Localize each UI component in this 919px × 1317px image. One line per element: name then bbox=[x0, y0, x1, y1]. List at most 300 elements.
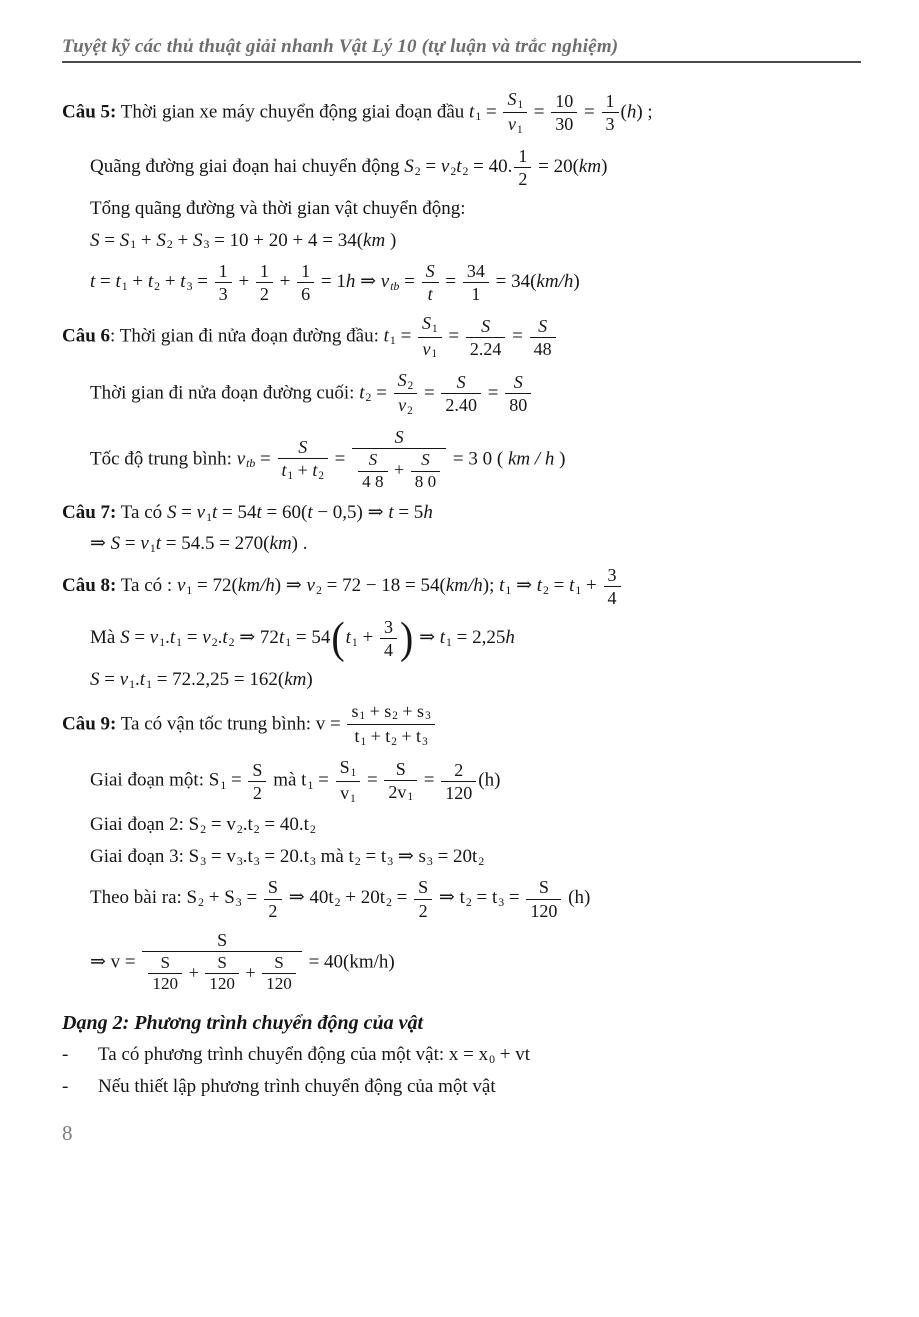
subscript: 1 bbox=[287, 469, 294, 482]
text-run: 2.24 bbox=[469, 338, 502, 359]
text-run: = 54 bbox=[217, 501, 257, 523]
text-run: Dạng 2: Phương trình chuyển động của vật bbox=[62, 1012, 424, 1035]
text-run: = bbox=[504, 887, 525, 909]
numerator bbox=[142, 929, 301, 951]
subscript: 1 bbox=[431, 348, 438, 361]
text-run: = 5 bbox=[393, 501, 424, 523]
text-run: = 2,25 bbox=[451, 626, 506, 648]
text-run: = 72( bbox=[192, 574, 238, 596]
subscript: 1 bbox=[359, 710, 366, 723]
text-run: t bbox=[439, 626, 446, 648]
numerator bbox=[264, 876, 282, 898]
subscript: 3 bbox=[253, 854, 260, 868]
text-run: v bbox=[202, 626, 211, 648]
denominator bbox=[148, 973, 182, 995]
text-run: km bbox=[363, 229, 386, 251]
text-run: v bbox=[398, 395, 407, 416]
s-total-line bbox=[90, 228, 861, 255]
subscript: 2 bbox=[478, 854, 485, 868]
text-run: = 72.2,25 = 162( bbox=[151, 668, 285, 690]
numerator bbox=[422, 260, 439, 282]
fraction bbox=[384, 758, 417, 805]
denominator bbox=[526, 899, 561, 922]
text-run: S bbox=[397, 370, 407, 390]
subscript: 1 bbox=[130, 238, 137, 252]
text-run: v bbox=[440, 155, 450, 177]
fraction bbox=[514, 145, 531, 190]
text-run: + t bbox=[366, 725, 391, 746]
numerator bbox=[205, 953, 239, 974]
text-run: = bbox=[548, 574, 570, 596]
subscript: 2 bbox=[462, 164, 469, 178]
text-run: = bbox=[529, 101, 550, 123]
text-run: = bbox=[399, 270, 420, 292]
denominator bbox=[514, 167, 531, 190]
text-run: t bbox=[211, 501, 218, 523]
denominator bbox=[336, 781, 361, 806]
text-run: km/h bbox=[237, 574, 275, 596]
subscript: 3 bbox=[387, 854, 394, 868]
text-run: + bbox=[293, 460, 313, 481]
text-run: S bbox=[425, 261, 435, 282]
text-run: t bbox=[222, 626, 228, 648]
text-run: Câu 5: bbox=[62, 101, 117, 123]
subscript: 2 bbox=[365, 391, 372, 405]
fraction bbox=[380, 616, 397, 661]
text-run: + bbox=[274, 270, 296, 292]
text-run: ⇒ 72 bbox=[234, 626, 279, 648]
fraction bbox=[297, 260, 314, 305]
text-run: t bbox=[345, 626, 351, 648]
text-run: + t bbox=[396, 725, 422, 746]
text-run: = 20.t bbox=[259, 845, 309, 867]
subscript: 1 bbox=[121, 279, 128, 293]
denominator bbox=[347, 724, 434, 749]
fraction bbox=[422, 260, 439, 305]
subscript: 1 bbox=[407, 791, 414, 804]
text-run: 4 8 bbox=[362, 471, 384, 491]
giai-doan-2-line bbox=[90, 812, 861, 839]
subscript: 3 bbox=[200, 854, 207, 868]
subscript: 1 bbox=[351, 635, 358, 649]
denominator bbox=[358, 471, 387, 493]
subscript: 2 bbox=[200, 823, 207, 837]
denominator bbox=[604, 586, 621, 609]
text-run: 4 bbox=[384, 639, 394, 660]
fraction bbox=[418, 312, 442, 362]
text-run: : Thời gian đi nửa đoạn đường đầu: bbox=[110, 325, 384, 347]
subscript: 2 bbox=[386, 896, 392, 910]
denominator bbox=[466, 337, 506, 360]
text-run: = v bbox=[206, 814, 236, 836]
text-run: t bbox=[536, 574, 543, 596]
text-run: Câu 7: bbox=[62, 501, 117, 523]
text-run: t bbox=[359, 382, 365, 404]
fraction bbox=[503, 88, 527, 138]
text-run: ⇒ bbox=[90, 533, 111, 555]
text-run: S bbox=[339, 757, 350, 778]
subscript: 2 bbox=[236, 823, 243, 837]
text-run: v bbox=[340, 782, 350, 803]
fraction bbox=[358, 450, 387, 493]
numerator bbox=[358, 450, 387, 471]
fraction bbox=[602, 90, 619, 135]
text-run: v bbox=[507, 114, 516, 135]
fraction bbox=[352, 426, 446, 494]
cau-9-line bbox=[62, 699, 861, 751]
text-run: = 54.5 = 270( bbox=[161, 533, 270, 555]
text-run: 3 bbox=[605, 114, 615, 135]
text-run: = bbox=[419, 769, 440, 791]
numerator bbox=[248, 759, 266, 781]
text-run: S bbox=[538, 877, 549, 898]
text-run: t bbox=[456, 155, 462, 177]
fraction bbox=[604, 564, 621, 609]
text-run: S bbox=[252, 759, 263, 780]
subscript: 1 bbox=[360, 735, 367, 748]
text-run: Giai đoạn 3: S bbox=[90, 845, 200, 867]
denominator bbox=[422, 282, 439, 305]
subscript: 1 bbox=[516, 124, 523, 137]
numerator bbox=[551, 90, 577, 112]
subscript: 1 bbox=[285, 635, 292, 649]
numerator bbox=[336, 756, 361, 780]
subscript: 1 bbox=[146, 677, 152, 691]
subscript: 1 bbox=[389, 334, 396, 348]
text-run: S bbox=[192, 229, 203, 251]
text-run: = bbox=[362, 769, 383, 791]
text-run: = bbox=[255, 448, 276, 470]
text-run: S bbox=[217, 929, 228, 950]
numerator bbox=[441, 371, 481, 393]
fraction bbox=[441, 371, 481, 416]
text-run: S bbox=[90, 229, 100, 251]
text-run: ⇒ s bbox=[393, 845, 426, 867]
text-run: 30 bbox=[555, 114, 574, 135]
text-run: Thời gian xe máy chuyển động giai đoạn đầu bbox=[116, 101, 470, 123]
text-run: v bbox=[119, 668, 129, 690]
text-run: − 0,5) ⇒ bbox=[312, 501, 389, 523]
text-run: t bbox=[180, 270, 186, 292]
text-run: 1 bbox=[605, 91, 615, 112]
text-run: 1 bbox=[301, 261, 311, 282]
text-run: v bbox=[176, 574, 186, 596]
text-run: ) bbox=[385, 229, 397, 251]
fraction bbox=[466, 315, 506, 360]
text-run: + bbox=[136, 229, 157, 251]
numerator bbox=[215, 260, 232, 282]
text-run: Ta có vận tốc trung bình: v = bbox=[116, 712, 346, 734]
numerator bbox=[297, 260, 314, 282]
text-run: t bbox=[155, 533, 161, 555]
text-run: S bbox=[160, 952, 170, 972]
text-run: S bbox=[418, 877, 429, 898]
text-run: Ta có : bbox=[116, 574, 177, 596]
text-run: = 20( bbox=[533, 155, 579, 177]
denominator bbox=[463, 282, 489, 305]
fraction bbox=[394, 369, 418, 419]
text-run: ) bbox=[573, 270, 580, 292]
text-run: 120 bbox=[445, 782, 473, 803]
subscript: 2 bbox=[465, 896, 472, 910]
text-run: (h) bbox=[478, 769, 501, 791]
denominator bbox=[380, 638, 397, 661]
text-run: = 20t bbox=[432, 845, 478, 867]
text-run: mà t bbox=[268, 769, 307, 791]
text-run: + vt bbox=[495, 1044, 531, 1066]
text-run: - bbox=[62, 1044, 69, 1066]
subscript: tb bbox=[246, 457, 256, 471]
numerator bbox=[278, 436, 328, 458]
theo-bai-ra-line bbox=[90, 875, 861, 922]
text-run: 34 bbox=[466, 261, 485, 282]
text-run: = 60( bbox=[261, 501, 308, 523]
subscript: 3 bbox=[203, 238, 210, 252]
text-run: (h) bbox=[563, 887, 591, 909]
denominator bbox=[503, 112, 527, 137]
text-run: = bbox=[182, 626, 203, 648]
text-run: 2 bbox=[259, 284, 269, 305]
text-run: = 40. bbox=[468, 155, 513, 177]
denominator bbox=[384, 780, 417, 805]
text-run: ⇒ bbox=[511, 574, 537, 596]
fraction bbox=[347, 700, 434, 750]
text-run: Nếu thiết lập phương trình chuyển động của một vật bbox=[98, 1075, 496, 1097]
text-run: Quãng đường giai đoạn hai chuyển động bbox=[90, 155, 405, 177]
subscript: 3 bbox=[236, 854, 243, 868]
subscript: 1 bbox=[446, 635, 452, 649]
subscript: 2 bbox=[543, 583, 549, 597]
text-run: t bbox=[383, 325, 389, 347]
text-run: = bbox=[120, 533, 141, 555]
text-run: S bbox=[267, 877, 278, 898]
subscript: 2 bbox=[392, 710, 398, 723]
numerator bbox=[604, 564, 621, 586]
text-run: + bbox=[233, 270, 254, 292]
text-run: km/h bbox=[445, 574, 483, 596]
subscript: 3 bbox=[186, 279, 193, 293]
text-run: v bbox=[149, 626, 159, 648]
text-run: ⇒ bbox=[414, 626, 440, 648]
denominator bbox=[262, 973, 296, 995]
numerator bbox=[148, 953, 182, 974]
text-run: .t bbox=[242, 845, 253, 867]
text-run: v bbox=[422, 338, 431, 359]
text-run: = bbox=[329, 448, 351, 470]
text-run: v bbox=[140, 533, 149, 555]
numerator bbox=[394, 369, 418, 393]
text-run: S bbox=[90, 668, 100, 690]
text-run: = bbox=[391, 887, 413, 909]
text-run: Ta có phương trình chuyển động của một vật: x = x bbox=[98, 1044, 489, 1066]
text-run: t bbox=[312, 460, 318, 481]
numerator bbox=[505, 371, 531, 393]
fraction bbox=[441, 759, 476, 804]
text-run: t bbox=[469, 101, 475, 123]
denominator bbox=[142, 951, 301, 997]
text-run: S bbox=[513, 372, 523, 393]
numerator bbox=[380, 616, 397, 638]
subscript: 3 bbox=[309, 854, 316, 868]
denominator bbox=[441, 781, 476, 804]
denominator bbox=[411, 471, 440, 493]
text-run: + 20t bbox=[340, 887, 386, 909]
text-run: = 54 bbox=[291, 626, 331, 648]
subscript: 2 bbox=[166, 238, 173, 252]
text-run: t bbox=[281, 460, 287, 481]
text-run: 4 bbox=[607, 587, 617, 608]
denominator bbox=[414, 899, 432, 922]
text-run: v bbox=[236, 448, 246, 470]
text-run: ) bbox=[306, 668, 313, 690]
text-run: . bbox=[165, 626, 170, 648]
text-run: 3 bbox=[384, 616, 394, 637]
fraction bbox=[264, 876, 282, 921]
text-run: S bbox=[422, 313, 432, 334]
text-run: Mà bbox=[90, 626, 121, 648]
text-run: 2.40 bbox=[445, 395, 477, 416]
numerator bbox=[347, 700, 434, 724]
denominator bbox=[551, 112, 577, 135]
fraction bbox=[148, 953, 182, 996]
subscript: 2 bbox=[253, 823, 260, 837]
text-run: S bbox=[120, 626, 130, 648]
subscript: 3 bbox=[425, 710, 431, 723]
text-run: t bbox=[169, 626, 176, 648]
subscript: 1 bbox=[307, 778, 314, 792]
text-run: km bbox=[284, 668, 307, 690]
text-run: t bbox=[569, 574, 575, 596]
giai-doan-1-line bbox=[90, 755, 861, 807]
text-run: 2 bbox=[252, 782, 262, 803]
text-run: S bbox=[166, 501, 177, 523]
text-run: t bbox=[115, 270, 121, 292]
text-run: ( bbox=[620, 101, 627, 123]
text-run: Câu 6 bbox=[62, 325, 111, 347]
text-run: = t bbox=[360, 845, 387, 867]
text-run: t bbox=[278, 626, 285, 648]
denominator bbox=[215, 282, 232, 305]
v-40-line bbox=[90, 928, 861, 998]
subscript: 2 bbox=[414, 164, 421, 178]
numerator bbox=[514, 145, 531, 167]
text-run: mà t bbox=[315, 845, 354, 867]
fraction bbox=[215, 260, 232, 305]
text-run: = bbox=[176, 501, 197, 523]
subscript: 3 bbox=[426, 854, 433, 868]
subscript: 1 bbox=[220, 778, 227, 792]
denominator bbox=[530, 337, 556, 360]
text-run: t bbox=[388, 501, 394, 523]
denominator bbox=[256, 282, 273, 305]
text-run: 1 bbox=[259, 261, 269, 282]
text-run: v bbox=[306, 574, 315, 596]
text-run: S bbox=[110, 533, 121, 555]
text-run: 2 bbox=[454, 759, 464, 780]
fraction bbox=[411, 450, 440, 493]
text-run: t bbox=[499, 574, 505, 596]
subscript: 1 bbox=[475, 110, 482, 124]
subscript: 3 bbox=[235, 896, 242, 910]
numerator bbox=[256, 260, 273, 282]
numerator bbox=[352, 426, 446, 448]
text-run: ) . bbox=[291, 533, 308, 555]
text-run: + S bbox=[204, 887, 235, 909]
text-run: 120 bbox=[266, 974, 292, 994]
subscript: 2 bbox=[450, 164, 457, 178]
subscript: 1 bbox=[350, 767, 357, 780]
text-run: = 34( bbox=[490, 270, 537, 292]
subscript: 0 bbox=[489, 1053, 496, 1067]
text-run: S bbox=[298, 437, 308, 458]
subscript: 1 bbox=[129, 677, 136, 691]
denominator bbox=[602, 112, 619, 135]
page-number: 8 bbox=[62, 1120, 73, 1145]
text-run: = 1 bbox=[316, 270, 346, 292]
cau-5-line bbox=[62, 87, 861, 139]
text-run: ) ⇒ bbox=[274, 574, 307, 596]
fraction bbox=[278, 436, 328, 483]
text-run: v bbox=[196, 501, 206, 523]
text-run: = bbox=[395, 325, 417, 347]
text-run: S bbox=[394, 426, 404, 447]
text-run: = bbox=[419, 382, 440, 404]
text-run: S bbox=[481, 315, 491, 336]
text-run: + bbox=[184, 962, 204, 983]
giai-doan-3-line bbox=[90, 844, 861, 871]
text-run: km bbox=[269, 533, 292, 555]
text-run: + bbox=[357, 626, 379, 648]
text-run: = 40(km/h) bbox=[303, 950, 395, 972]
text-run: = bbox=[420, 155, 441, 177]
text-run: Thời gian đi nửa đoạn đường cuối: bbox=[90, 382, 360, 404]
text-run: + s bbox=[397, 700, 425, 721]
text-run: 3 bbox=[607, 564, 617, 585]
text-run: S bbox=[274, 952, 284, 972]
fraction bbox=[526, 876, 561, 921]
text-run: S bbox=[119, 229, 130, 251]
fraction bbox=[463, 260, 489, 305]
subscript: 1 bbox=[176, 635, 183, 649]
text-run: S bbox=[404, 155, 414, 177]
text-run: ⇒ 40t bbox=[283, 887, 334, 909]
text-run: Giai đoạn một: S bbox=[90, 769, 220, 791]
numerator bbox=[414, 876, 432, 898]
text-run: t bbox=[307, 501, 313, 523]
subscript: 2 bbox=[334, 896, 341, 910]
subscript: 1 bbox=[432, 322, 438, 335]
text-run: ⇒ bbox=[355, 270, 381, 292]
numerator bbox=[411, 450, 440, 471]
text-run: t bbox=[147, 270, 154, 292]
subscript: 1 bbox=[350, 792, 356, 805]
text-run: 120 bbox=[209, 974, 235, 994]
text-run: S bbox=[217, 952, 227, 972]
text-run: 2 bbox=[518, 168, 528, 189]
text-run: . bbox=[135, 668, 140, 690]
text-run: t bbox=[354, 725, 360, 746]
text-run: = 72 − 18 = 54( bbox=[321, 574, 446, 596]
numerator bbox=[466, 315, 506, 337]
text-run: = 3 0 ( bbox=[448, 448, 504, 470]
fraction bbox=[142, 929, 301, 997]
s2-line bbox=[90, 144, 861, 191]
text-run: ) bbox=[559, 448, 566, 470]
subscript: 2 bbox=[318, 469, 324, 482]
text-run: - bbox=[62, 1075, 69, 1097]
text-run: h bbox=[505, 626, 515, 648]
fraction bbox=[248, 759, 266, 804]
